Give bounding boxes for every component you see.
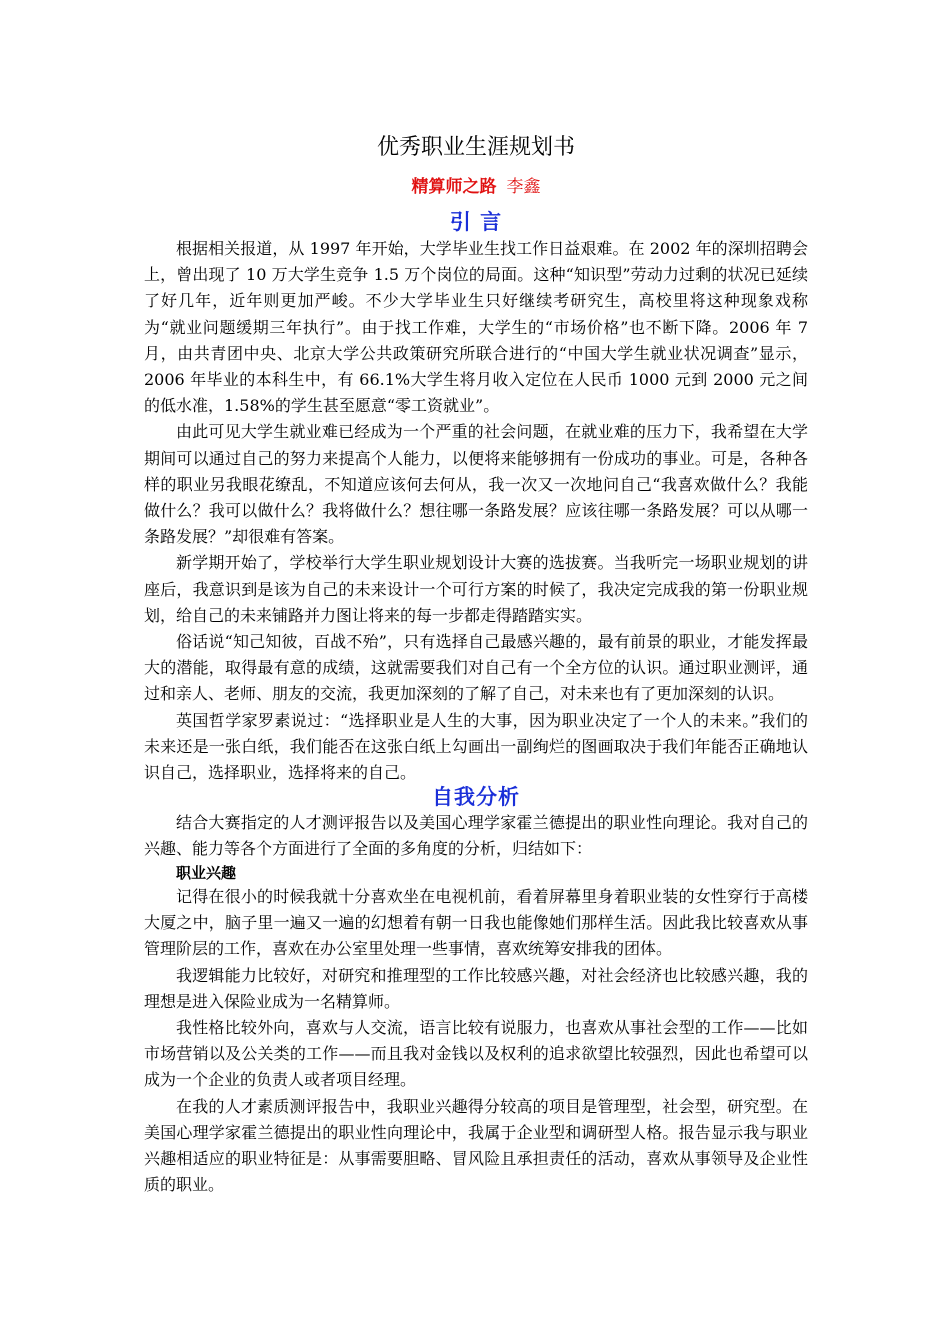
paragraph: 新学期开始了，学校举行大学生职业规划设计大赛的选拔赛。当我听完一场职业规划的讲座后，我意识到是该为自己的未来设计一个可行方案的时候了，我决定完成我的第一份职业规划，给自己的未来铺路并力图让将来的每一步都走得踏踏实实。 bbox=[144, 553, 808, 625]
section-heading-intro: 引 言 bbox=[449, 210, 503, 234]
subtitle-topic: 精算师之路 bbox=[411, 177, 497, 197]
subtitle-author: 李鑫 bbox=[506, 177, 541, 197]
subheading-career-interest: 职业兴趣 bbox=[176, 864, 237, 882]
career-interest-body bbox=[144, 884, 808, 1198]
self-analysis-intro bbox=[144, 810, 808, 862]
intro-section-body bbox=[144, 236, 808, 786]
paragraph: 根据相关报道，从 1997 年开始，大学毕业生找工作日益艰难。在 2002 年的深圳招聘会上，曾出现了 10 万大学生竞争 1.5 万个岗位的局面。这种“知识型”劳动力过剩的状况已延续了好几年，近年则更加严峻。不少大学毕业生只好继续考研究生，高校里将这种现象戏称为“就业问题缓期三年执行”。由于找工作难，大学生的“市场价格”也不断下降。2006 年 7 月，由共青团中央、北京大学公共政策研究所联合进行的“中国大学生就业状况调查”显示，2006 年毕业的本科生中，有 66.1%大学生将月收入定位在人民币 1000 元到 2000 元之间的低水准，1.58%的学生甚至愿意“零工资就业”。 bbox=[144, 239, 808, 416]
paragraph: 记得在很小的时候我就十分喜欢坐在电视机前，看着屏幕里身着职业装的女性穿行于高楼大厦之中，脑子里一遍又一遍的幻想着有朝一日我也能像她们那样生活。因此我比较喜欢从事管理阶层的工作，喜欢在办公室里处理一些事情，喜欢统筹安排我的团体。 bbox=[144, 887, 808, 959]
paragraph: 我逻辑能力比较好，对研究和推理型的工作比较感兴趣，对社会经济也比较感兴趣，我的理想是进入保险业成为一名精算师。 bbox=[144, 965, 808, 1011]
paragraph: 英国哲学家罗素说过：“选择职业是人生的大事，因为职业决定了一个人的未来。”我们的未来还是一张白纸，我们能否在这张白纸上勾画出一副绚烂的图画取决于我们年能否正确地认识自己，选择职业，选择将来的自己。 bbox=[144, 710, 808, 783]
paragraph: 在我的人才素质测评报告中，我职业兴趣得分较高的项目是管理型，社会型，研究型。在美国心理学家霍兰德提出的职业性向理论中，我属于企业型和调研型人格。报告显示我与职业兴趣相适应的职业特征是：从事需要胆略、冒风险且承担责任的活动，喜欢从事领导及企业性质的职业。 bbox=[144, 1096, 808, 1195]
section-heading-self-analysis: 自我分析 bbox=[432, 785, 520, 809]
document-title: 优秀职业生涯规划书 bbox=[376, 135, 575, 160]
document-subtitle bbox=[144, 174, 808, 200]
paragraph: 结合大赛指定的人才测评报告以及美国心理学家霍兰德提出的职业性向理论。我对自己的兴趣、能力等各个方面进行了全面的多角度的分析，归结如下： bbox=[144, 813, 808, 859]
paragraph: 由此可见大学生就业难已经成为一个严重的社会问题，在就业难的压力下，我希望在大学期间可以通过自己的努力来提高个人能力，以便将来能够拥有一份成功的事业。可是，各种各样的职业另我眼花缭乱，不知道应该何去何从，我一次又一次地问自己“我喜欢做什么？我能做什么？我可以做什么？我将做什么？想往哪一条路发展？应该往哪一条路发展？可以从哪一条路发展？”却很难有答案。 bbox=[144, 422, 808, 547]
paragraph: 俗话说“知己知彼，百战不殆”，只有选择自己最感兴趣的，最有前景的职业，才能发挥最大的潜能，取得最有意的成绩，这就需要我们对自己有一个全方位的认识。通过职业测评，通过和亲人、老师、朋友的交流，我更加深刻的了解了自己，对未来也有了更加深刻的认识。 bbox=[144, 632, 808, 704]
paragraph: 我性格比较外向，喜欢与人交流，语言比较有说服力，也喜欢从事社会型的工作——比如市场营销以及公关类的工作——而且我对金钱以及权利的追求欲望比较强烈，因此也希望可以成为一个企业的负责人或者项目经理。 bbox=[144, 1018, 808, 1090]
